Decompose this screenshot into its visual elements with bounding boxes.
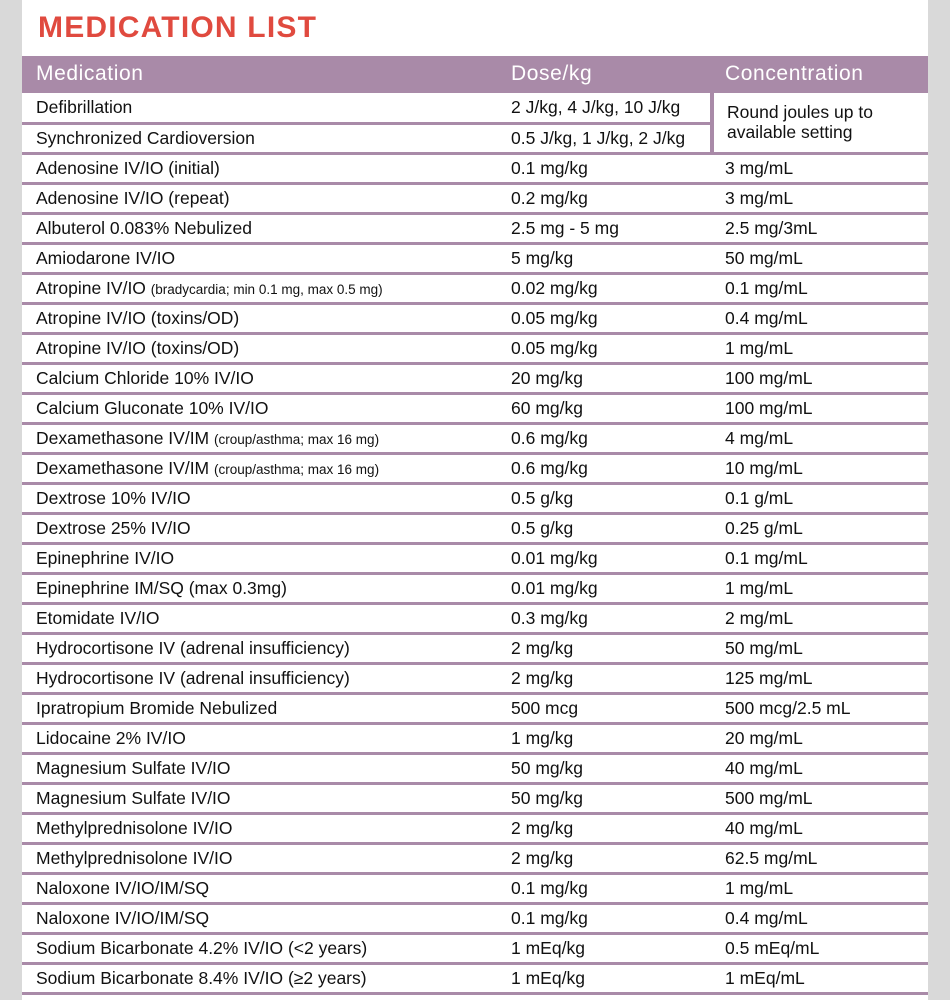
cell-medication: Ipratropium Bromide Nebulized: [22, 693, 500, 723]
table-row: [22, 483, 928, 513]
cell-dose: 60 mg/kg: [500, 393, 712, 423]
table-row: [22, 393, 928, 423]
table-row: [22, 303, 928, 333]
cell-dose: 0.5 g/kg: [500, 483, 712, 513]
page-title: MEDICATION LIST: [38, 11, 318, 44]
cell-dose: 0.6 mg/kg: [500, 453, 712, 483]
column-header-dose: Dose/kg: [500, 56, 712, 93]
cell-concentration: 50 mg/mL: [712, 633, 928, 663]
cell-medication: Sodium Bicarbonate 4.2% IV/IO (<2 years): [22, 933, 500, 963]
table-body: [22, 93, 928, 993]
cell-concentration: 50 mg/mL: [712, 243, 928, 273]
cell-dose: 0.1 mg/kg: [500, 153, 712, 183]
cell-medication: Amiodarone IV/IO: [22, 243, 500, 273]
table-row: [22, 573, 928, 603]
cell-concentration: 1 mg/mL: [712, 333, 928, 363]
cell-concentration: 3 mg/mL: [712, 183, 928, 213]
cell-dose: 2.5 mg - 5 mg: [500, 213, 712, 243]
table-header: [22, 56, 928, 93]
table-row: [22, 153, 928, 183]
cell-medication: Naloxone IV/IO/IM/SQ: [22, 903, 500, 933]
cell-medication: Albuterol 0.083% Nebulized: [22, 213, 500, 243]
column-header-concentration: Concentration: [712, 56, 928, 93]
cell-medication: Epinephrine IV/IO: [22, 543, 500, 573]
table-row: [22, 423, 928, 453]
table-row: [22, 663, 928, 693]
cell-medication: Dexamethasone IV/IM (croup/asthma; max 16 mg): [22, 423, 500, 453]
table-row: [22, 603, 928, 633]
table-row: [22, 273, 928, 303]
cell-medication: Etomidate IV/IO: [22, 603, 500, 633]
cell-concentration: 1 mg/mL: [712, 573, 928, 603]
cell-concentration: 1 mEq/mL: [712, 963, 928, 993]
cell-concentration: 0.4 mg/mL: [712, 303, 928, 333]
table-row: [22, 93, 928, 123]
cell-medication: Hydrocortisone IV (adrenal insufficiency): [22, 633, 500, 663]
cell-concentration: 40 mg/mL: [712, 813, 928, 843]
cell-dose: 2 mg/kg: [500, 663, 712, 693]
cell-dose: 2 J/kg, 4 J/kg, 10 J/kg: [500, 93, 712, 123]
cell-dose: 5 mg/kg: [500, 243, 712, 273]
cell-medication: Synchronized Cardioversion: [22, 123, 500, 153]
table-row: [22, 543, 928, 573]
cell-concentration: 0.5 mEq/mL: [712, 933, 928, 963]
cell-concentration: 62.5 mg/mL: [712, 843, 928, 873]
cell-concentration: 500 mg/mL: [712, 783, 928, 813]
table-row: [22, 453, 928, 483]
cell-medication: Magnesium Sulfate IV/IO: [22, 783, 500, 813]
table-row: [22, 243, 928, 273]
cell-medication-note: (croup/asthma; max 16 mg): [214, 431, 380, 447]
cell-medication: Atropine IV/IO (toxins/OD): [22, 333, 500, 363]
cell-medication: Atropine IV/IO (bradycardia; min 0.1 mg, max 0.5 mg): [22, 273, 500, 303]
cell-concentration: 0.1 mg/mL: [712, 273, 928, 303]
cell-medication-note: (croup/asthma; max 16 mg): [214, 461, 380, 477]
cell-concentration: 2 mg/mL: [712, 603, 928, 633]
cell-concentration: 0.1 g/mL: [712, 483, 928, 513]
cell-dose: 0.3 mg/kg: [500, 603, 712, 633]
table-row: [22, 903, 928, 933]
cell-dose: 0.02 mg/kg: [500, 273, 712, 303]
cell-concentration: 10 mg/mL: [712, 453, 928, 483]
cell-dose: 0.01 mg/kg: [500, 543, 712, 573]
table-row: [22, 693, 928, 723]
cell-medication-note: (bradycardia; min 0.1 mg, max 0.5 mg): [150, 281, 383, 297]
table-row: [22, 363, 928, 393]
cell-dose: 0.05 mg/kg: [500, 333, 712, 363]
cell-concentration: 0.1 mg/mL: [712, 543, 928, 573]
table-row: [22, 843, 928, 873]
cell-concentration: 100 mg/mL: [712, 363, 928, 393]
cell-medication: Magnesium Sulfate IV/IO: [22, 753, 500, 783]
cell-medication: Adenosine IV/IO (repeat): [22, 183, 500, 213]
cell-medication: Atropine IV/IO (toxins/OD): [22, 303, 500, 333]
cell-dose: 0.1 mg/kg: [500, 903, 712, 933]
cell-dose: 2 mg/kg: [500, 633, 712, 663]
cell-medication: Dextrose 10% IV/IO: [22, 483, 500, 513]
cell-dose: 0.01 mg/kg: [500, 573, 712, 603]
cell-dose: 0.5 J/kg, 1 J/kg, 2 J/kg: [500, 123, 712, 153]
cell-dose: 1 mg/kg: [500, 723, 712, 753]
cell-concentration: 20 mg/mL: [712, 723, 928, 753]
cell-dose: 1 mEq/kg: [500, 963, 712, 993]
cell-medication: Calcium Gluconate 10% IV/IO: [22, 393, 500, 423]
cell-medication: Lidocaine 2% IV/IO: [22, 723, 500, 753]
cell-dose: 0.1 mg/kg: [500, 873, 712, 903]
cell-dose: 0.05 mg/kg: [500, 303, 712, 333]
cell-dose: 2 mg/kg: [500, 843, 712, 873]
cell-dose: 50 mg/kg: [500, 783, 712, 813]
cell-concentration: 1 mg/mL: [712, 873, 928, 903]
cell-concentration: 40 mg/mL: [712, 753, 928, 783]
cell-concentration: 3 mg/mL: [712, 153, 928, 183]
table-row: [22, 723, 928, 753]
medication-list-card: [22, 0, 928, 1000]
cell-medication: Dexamethasone IV/IM (croup/asthma; max 16 mg): [22, 453, 500, 483]
table-row: [22, 333, 928, 363]
cell-medication: Dextrose 25% IV/IO: [22, 513, 500, 543]
table-row: [22, 873, 928, 903]
cell-concentration: 0.25 g/mL: [712, 513, 928, 543]
cell-dose: 20 mg/kg: [500, 363, 712, 393]
table-row: [22, 513, 928, 543]
table-row: [22, 933, 928, 963]
cell-medication: Methylprednisolone IV/IO: [22, 813, 500, 843]
cell-dose: 0.6 mg/kg: [500, 423, 712, 453]
cell-concentration: 4 mg/mL: [712, 423, 928, 453]
table-row: [22, 183, 928, 213]
cell-medication: Adenosine IV/IO (initial): [22, 153, 500, 183]
cell-concentration: 0.4 mg/mL: [712, 903, 928, 933]
cell-medication: Methylprednisolone IV/IO: [22, 843, 500, 873]
cell-dose: 1 mEq/kg: [500, 933, 712, 963]
cell-medication: Calcium Chloride 10% IV/IO: [22, 363, 500, 393]
column-header-medication: Medication: [22, 56, 500, 93]
cell-concentration: 2.5 mg/3mL: [712, 213, 928, 243]
cell-medication: Defibrillation: [22, 93, 500, 123]
cell-concentration: 500 mcg/2.5 mL: [712, 693, 928, 723]
title-bar: [22, 0, 928, 56]
table-row: [22, 753, 928, 783]
table-row: [22, 213, 928, 243]
cell-dose: 0.5 g/kg: [500, 513, 712, 543]
cell-medication: Naloxone IV/IO/IM/SQ: [22, 873, 500, 903]
header-row: [22, 56, 928, 93]
cell-dose: 0.2 mg/kg: [500, 183, 712, 213]
cell-medication: Hydrocortisone IV (adrenal insufficiency): [22, 663, 500, 693]
cell-dose: 2 mg/kg: [500, 813, 712, 843]
cell-concentration-note: Round joules up to available setting: [712, 93, 928, 153]
cell-medication: Epinephrine IM/SQ (max 0.3mg): [22, 573, 500, 603]
medication-table: [22, 56, 928, 995]
table-row: [22, 783, 928, 813]
cell-dose: 50 mg/kg: [500, 753, 712, 783]
table-row: [22, 813, 928, 843]
cell-dose: 500 mcg: [500, 693, 712, 723]
cell-medication: Sodium Bicarbonate 8.4% IV/IO (≥2 years): [22, 963, 500, 993]
table-row: [22, 633, 928, 663]
cell-concentration: 100 mg/mL: [712, 393, 928, 423]
cell-concentration: 125 mg/mL: [712, 663, 928, 693]
table-row: [22, 963, 928, 993]
